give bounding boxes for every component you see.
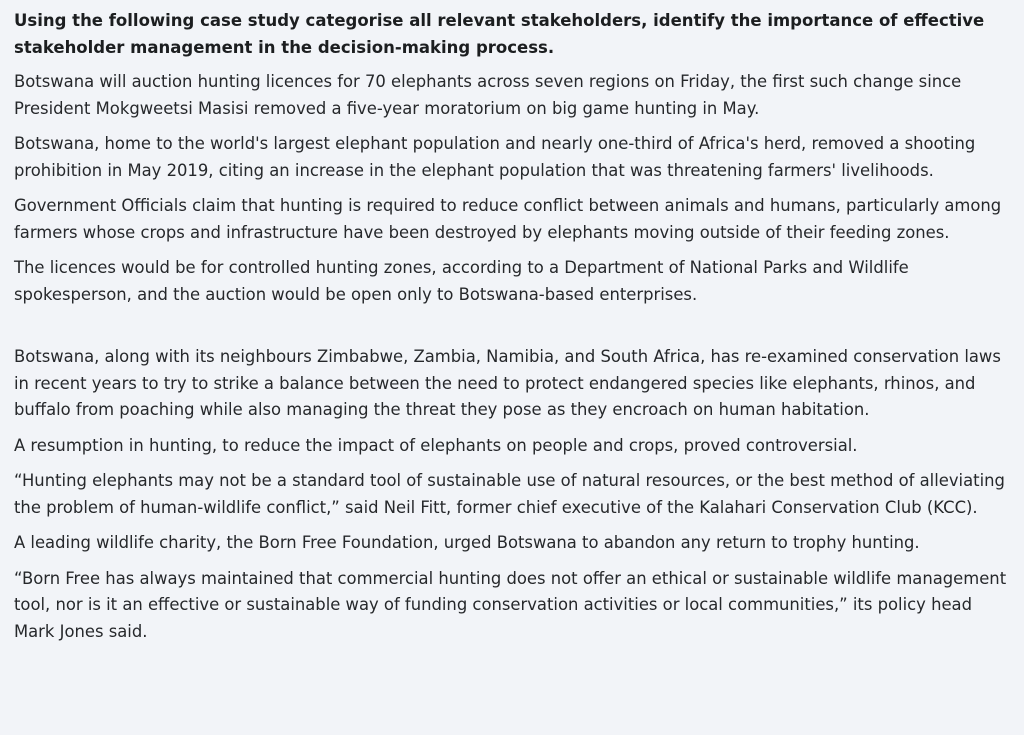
paragraph-controversy: A resumption in hunting, to reduce the impact of elephants on people and crops, proved controversial. (14, 435, 858, 455)
quote-neil-fitt: “Hunting elephants may not be a standard tool of sustainable use of natural resources, or the best method of alleviating the problem of human-wildlife conflict,” said Neil Fitt, former chief executive of the Kalahari Conservation Club (KCC). (14, 471, 1005, 517)
paragraph-licences: The licences would be for controlled hunting zones, according to a Department of National Parks and Wildlife spokesperson, and the auction would be open only to Botswana-based enterprises. (14, 258, 909, 304)
paragraph-born-free: A leading wildlife charity, the Born Free Foundation, urged Botswana to abandon any return to trophy hunting. (14, 533, 920, 552)
quote-mark-jones: “Born Free has always maintained that commercial hunting does not offer an ethical or sustainable wildlife management tool, nor is it an effective or sustainable way of funding conservation activities or local communities,” its policy head Mark Jones said. (14, 568, 1007, 641)
paragraph-population: Botswana, home to the world's largest elephant population and nearly one-third of Africa's herd, removed a shooting prohibition in May 2019, citing an increase in the elephant population that was threatening farmers' livelihoods. (14, 134, 976, 180)
paragraph-neighbours: Botswana, along with its neighbours Zimbabwe, Zambia, Namibia, and South Africa, has re-examined conservation laws in recent years to try to strike a balance between the need to protect endangered species like elephants, rhinos, and buffalo from poaching while also managing the threat they pose as they encroach on human habitation. (14, 347, 1001, 419)
paragraph-auction: Botswana will auction hunting licences for 70 elephants across seven regions on Friday, the first such change since President Mokgweetsi Masisi removed a five-year moratorium on big game hunting in May. (14, 72, 962, 118)
question-heading: Using the following case study categorise all relevant stakeholders, identify the importance of effective stakeholder management in the decision-making process. (14, 11, 985, 57)
paragraph-government: Government Officials claim that hunting is required to reduce conflict between animals and humans, particularly among farmers whose crops and infrastructure have been destroyed by elephants moving outside of their feeding zones. (14, 196, 1002, 242)
